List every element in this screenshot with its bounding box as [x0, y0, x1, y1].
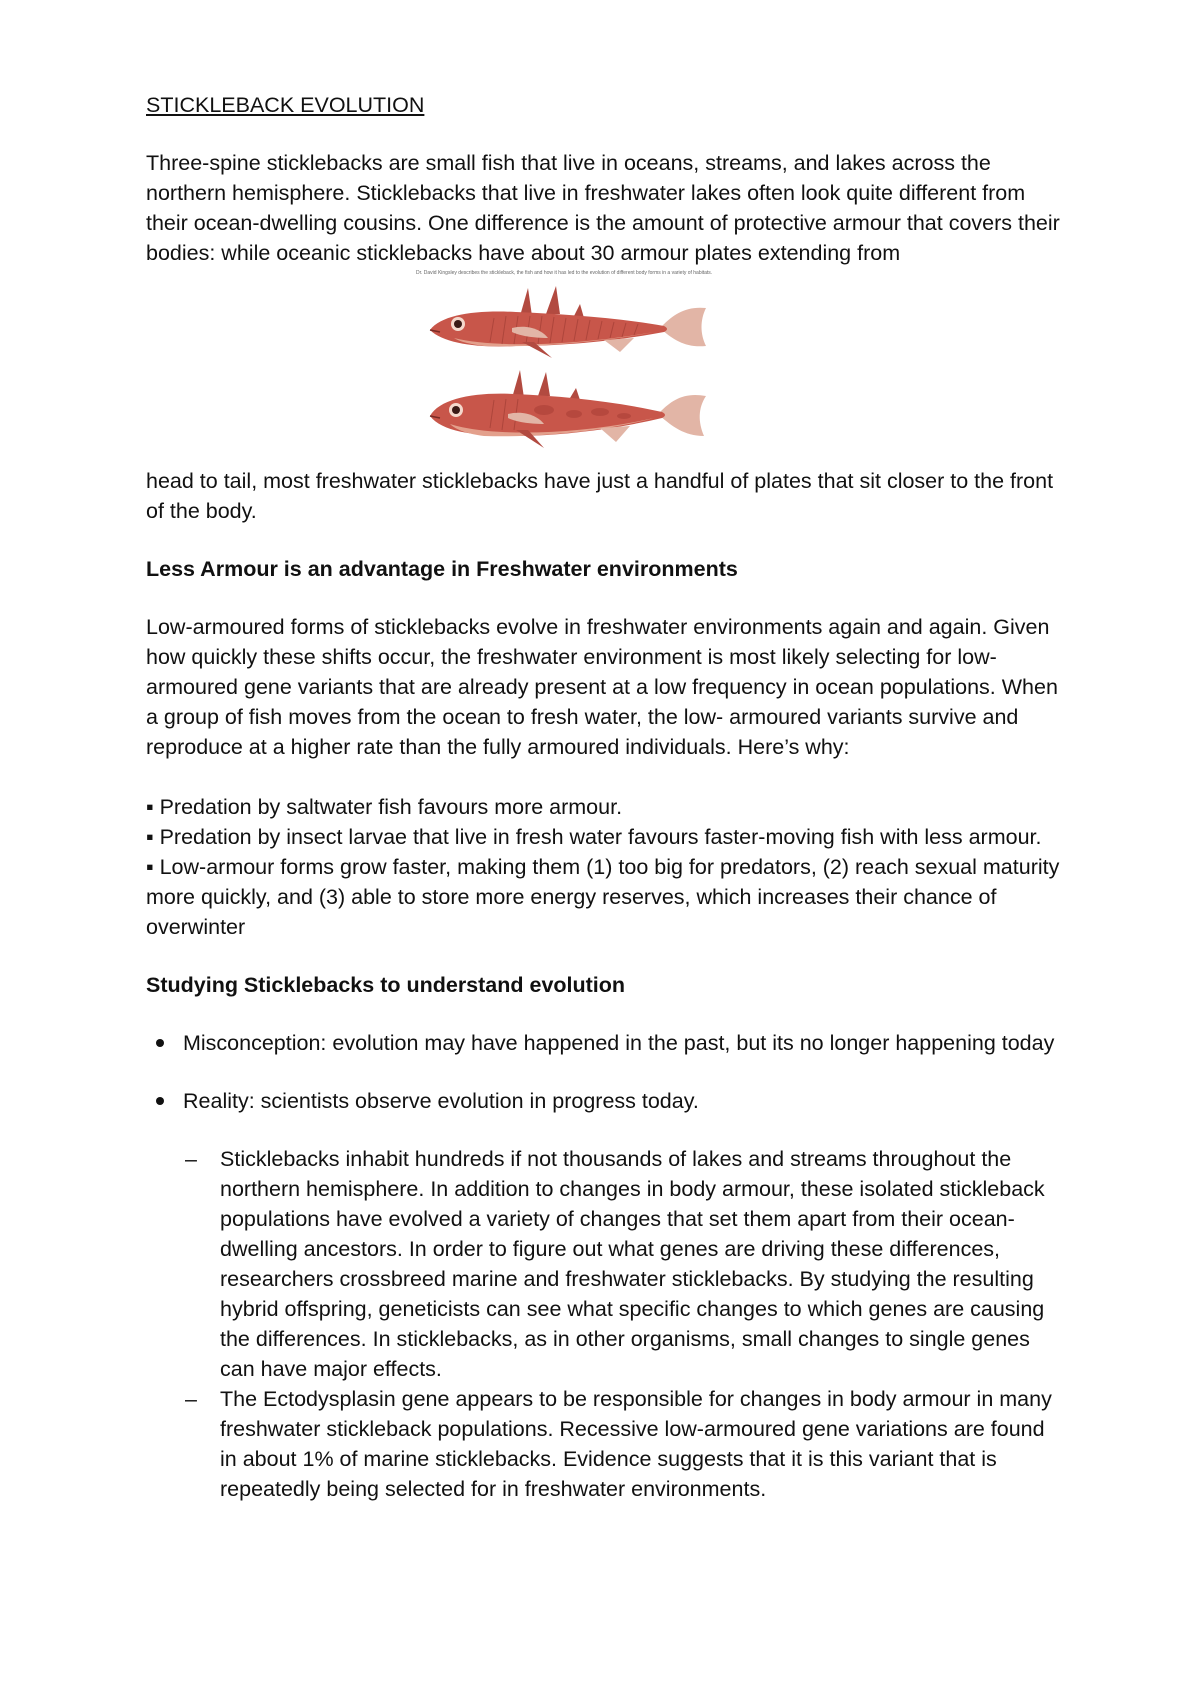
document-page [146, 90, 1066, 1504]
reasons-list [146, 792, 1066, 942]
section-heading-less-armour: Less Armour is an advantage in Freshwater environments [146, 557, 738, 581]
list-item: ▪ Predation by insect larvae that live in fresh water favours faster-moving fish with less armour. [146, 825, 1042, 849]
intro-paragraph-part1: Three-spine sticklebacks are small fish that live in oceans, streams, and lakes across the northern hemisphere. Sticklebacks that live in freshwater lakes often look quite different from their ocean-dwelling cousins. One difference is the amount of protective armour that covers their bodies: while oceanic sticklebacks have about 30 armour plates extending from [146, 151, 1060, 265]
section-heading-studying: Studying Sticklebacks to understand evolution [146, 973, 626, 997]
misconception-text: Misconception: evolution may have happened in the past, but its no longer happening today [183, 1031, 1055, 1055]
detail-text: The Ectodysplasin gene appears to be responsible for changes in body armour in many freshwater stickleback populations. Recessive low-armoured gene variations are found in about 1% of marine sticklebacks. Evidence suggests that it is this variant that is repeatedly being selected for in freshwater environments. [220, 1387, 1052, 1501]
page-title: STICKLEBACK EVOLUTION [146, 93, 425, 117]
reality-text: Reality: scientists observe evolution in progress today. [183, 1089, 699, 1113]
list-item [183, 1384, 1066, 1504]
list-item: ▪ Predation by saltwater fish favours more armour. [146, 795, 623, 819]
marine-stickleback-image [424, 286, 712, 366]
section1-paragraph: Low-armoured forms of sticklebacks evolve in freshwater environments again and again. Given how quickly these shifts occur, the freshwater environment is most likely selecting for low-armoured gene variants that are already present at a low frequency in ocean populations. When a group of fish moves from the ocean to fresh water, the low- armoured variants survive and reproduce at a higher rate than the fully armoured individuals. Here’s why: [146, 615, 1058, 759]
figure-caption: Dr. David Kingsley describes the stickleback, the fish and how it has led to the evolution of different body forms in a variety of habitats. [416, 270, 713, 276]
list-item-reality [146, 1086, 1066, 1116]
reality-details-list [146, 1144, 1066, 1504]
list-item-misconception [146, 1028, 1066, 1058]
misconception-reality-list [146, 1028, 1066, 1116]
list-item [183, 1144, 1066, 1384]
intro-paragraph-part2: head to tail, most freshwater sticklebacks have just a handful of plates that sit closer to the front of the body. [146, 469, 1054, 523]
freshwater-stickleback-image [424, 370, 710, 456]
detail-text: Sticklebacks inhabit hundreds if not thousands of lakes and streams throughout the northern hemisphere. In addition to changes in body armour, these isolated stickleback populations have evolved a variety of changes that set them apart from their ocean-dwelling ancestors. In order to figure out what genes are driving these differences, researchers crossbreed marine and freshwater sticklebacks. By studying the resulting hybrid offspring, geneticists can see what specific changes to which genes are causing the differences. In sticklebacks, as in other organisms, small changes to single genes can have major effects. [220, 1147, 1045, 1381]
list-item: ▪ Low-armour forms grow faster, making them (1) too big for predators, (2) reach sexual maturity more quickly, and (3) able to store more energy reserves, which increases their chance of overwinter [146, 855, 1060, 939]
stickleback-figure [146, 270, 1066, 460]
